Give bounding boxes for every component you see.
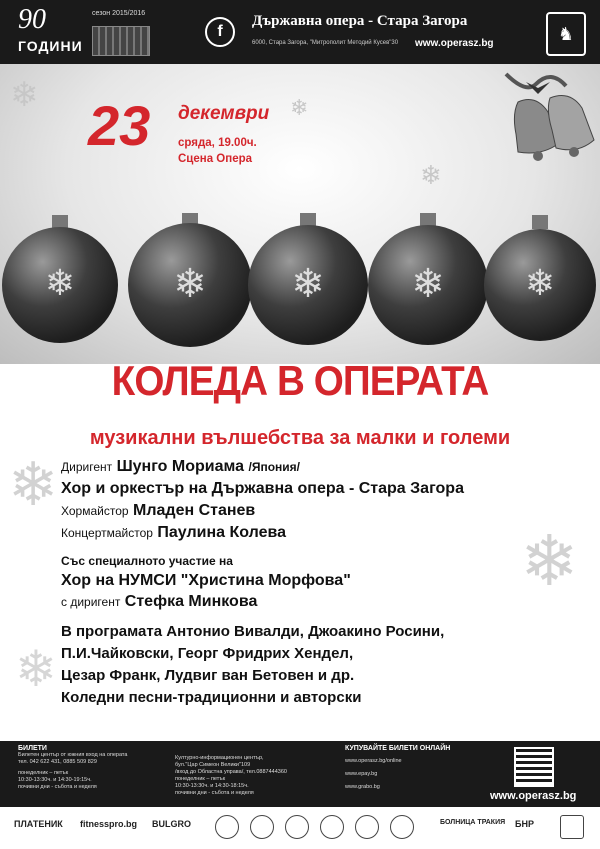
- program-line: П.И.Чайковски, Георг Фридрих Хендел,: [61, 645, 354, 662]
- sponsors-bar: [0, 807, 600, 849]
- sponsor-logo: BULGRO: [152, 819, 191, 829]
- guest-conductor-line: [61, 593, 591, 611]
- footer-website-link[interactable]: www.operasz.bg: [490, 790, 577, 802]
- online-link[interactable]: www.operasz.bg/online: [345, 758, 402, 764]
- anniversary-label: ГОДИНИ: [18, 38, 83, 54]
- concertmaster-label: Концертмайстор: [61, 526, 153, 540]
- sponsor-emblem-icon: [285, 815, 309, 839]
- program-line: Цезар Франк, Лудвиг ван Бетовен и др.: [61, 667, 355, 684]
- sponsor-emblem-icon: [355, 815, 379, 839]
- sponsor-emblem-icon: [560, 815, 584, 839]
- snowflake-icon: ❄: [520, 522, 579, 600]
- ornament: [128, 213, 252, 347]
- sponsor-logo: БОЛНИЦА ТРАКИЯ: [440, 819, 506, 826]
- event-day: 23: [88, 94, 151, 157]
- event-title: КОЛЕДА В ОПЕРАТА: [111, 357, 489, 404]
- info-hours: 10:30-13:30ч. и 14:30-18:15ч.: [175, 783, 249, 789]
- event-stage: Сцена Опера: [178, 153, 253, 165]
- program-line: В програмата Антонио Вивалди, Джоакино Росини,: [61, 623, 445, 640]
- opera-address: 6000, Стара Загора, "Митрополит Методий Кусев"30: [252, 40, 399, 46]
- svg-text:❄: ❄: [291, 262, 325, 306]
- snowflake-icon: ❄: [15, 641, 57, 697]
- program-block: [61, 621, 591, 709]
- header-bar: [0, 0, 600, 64]
- box-office-phones: тел. 042 622 431, 0885 509 829: [18, 759, 97, 765]
- sponsor-emblem-icon: [215, 815, 239, 839]
- choirmaster-name: Младен Станев: [133, 502, 256, 519]
- choirmaster-line: [61, 502, 591, 520]
- facebook-icon[interactable]: f: [205, 17, 235, 47]
- sponsor-logo: ПЛАТЕНИК: [14, 819, 63, 829]
- conductor-line: [61, 458, 591, 476]
- opera-name: Държавна опера - Стара Загора: [252, 13, 468, 29]
- footer-bar: [0, 741, 600, 807]
- info-entrance: /вход до Областна управа/, тел.0887444360: [175, 769, 287, 775]
- info-address: бул."Цар Симеон Велики"109: [175, 762, 251, 768]
- crest-icon: ♞: [546, 12, 586, 56]
- snowflake-icon: ❄: [290, 95, 309, 120]
- online-link[interactable]: www.epay.bg: [345, 771, 378, 777]
- box-office-hours: 10:30-13:30ч. и 14:30-19:15ч.: [18, 777, 92, 783]
- ornament: [368, 213, 488, 345]
- tickets-title: БИЛЕТИ: [18, 745, 47, 752]
- ornaments-illustration: [0, 205, 600, 355]
- guest-conductor-label: с диригент: [61, 595, 121, 609]
- box-office-days-off: почивни дни - събота и неделя: [18, 784, 97, 790]
- special-label: Със специалното участие на: [61, 554, 233, 568]
- info-weekdays: понеделник – петък: [175, 776, 226, 782]
- tickets-column: [18, 745, 168, 791]
- conductor-name: Шунго Мориама: [116, 458, 245, 475]
- sponsor-emblem-icon: [320, 815, 344, 839]
- guest-choir: Хор на НУМСИ "Христина Морфова": [61, 572, 351, 589]
- online-title: КУПУВАЙТЕ БИЛЕТИ ОНЛАЙН: [345, 745, 451, 752]
- conductor-label: Диригент: [61, 460, 113, 474]
- info-days-off: почивни дни - събота и неделя: [175, 790, 254, 796]
- box-office: Билетен център от южния вход на операта: [18, 752, 128, 758]
- season-label: сезон 2015/2016: [92, 10, 146, 17]
- choirmaster-label: Хормайстор: [61, 504, 129, 518]
- online-column: [345, 745, 505, 791]
- concertmaster-name: Паулина Колева: [157, 524, 287, 541]
- event-month: декември: [178, 103, 270, 124]
- guest-conductor-name: Стефка Минкова: [124, 593, 258, 610]
- box-office-weekdays: понеделник – петък: [18, 770, 69, 776]
- sponsor-emblem-icon: [250, 815, 274, 839]
- sponsor-logo: fitnesspro.bg: [80, 819, 138, 829]
- svg-text:❄: ❄: [524, 262, 556, 303]
- svg-text:❄: ❄: [411, 262, 445, 306]
- snowflake-icon: ❄: [8, 451, 59, 518]
- sponsor-logo: БНР: [515, 819, 534, 829]
- header-website-link[interactable]: www.operasz.bg: [415, 38, 494, 49]
- info-center-column: [175, 755, 340, 797]
- ornament: [2, 215, 118, 343]
- svg-text:❄: ❄: [173, 262, 207, 306]
- info-center: Културно-информационен център,: [175, 755, 264, 761]
- conductor-country: /Япония/: [248, 460, 300, 474]
- program-line: Коледни песни-традиционни и авторски: [61, 689, 362, 706]
- credits-block: [61, 458, 591, 709]
- theatre-building-icon: [92, 26, 150, 56]
- online-link[interactable]: www.grabo.bg: [345, 784, 380, 790]
- event-time: сряда, 19.00ч.: [178, 137, 257, 149]
- qr-code-icon: [514, 747, 554, 787]
- ornament: [248, 213, 368, 345]
- snowflake-icon: ❄: [10, 76, 39, 114]
- event-subtitle: музикални вълшебства за малки и големи: [89, 427, 511, 449]
- ensemble: Хор и оркестър на Държавна опера - Стара Загора: [61, 480, 464, 497]
- christmas-bells-icon: [466, 64, 600, 174]
- anniversary-number: 90: [18, 4, 46, 35]
- sponsor-emblem-icon: [390, 815, 414, 839]
- svg-text:❄: ❄: [44, 262, 76, 303]
- concertmaster-line: [61, 524, 591, 542]
- ornament: [484, 215, 596, 341]
- snowflake-icon: ❄: [420, 160, 442, 190]
